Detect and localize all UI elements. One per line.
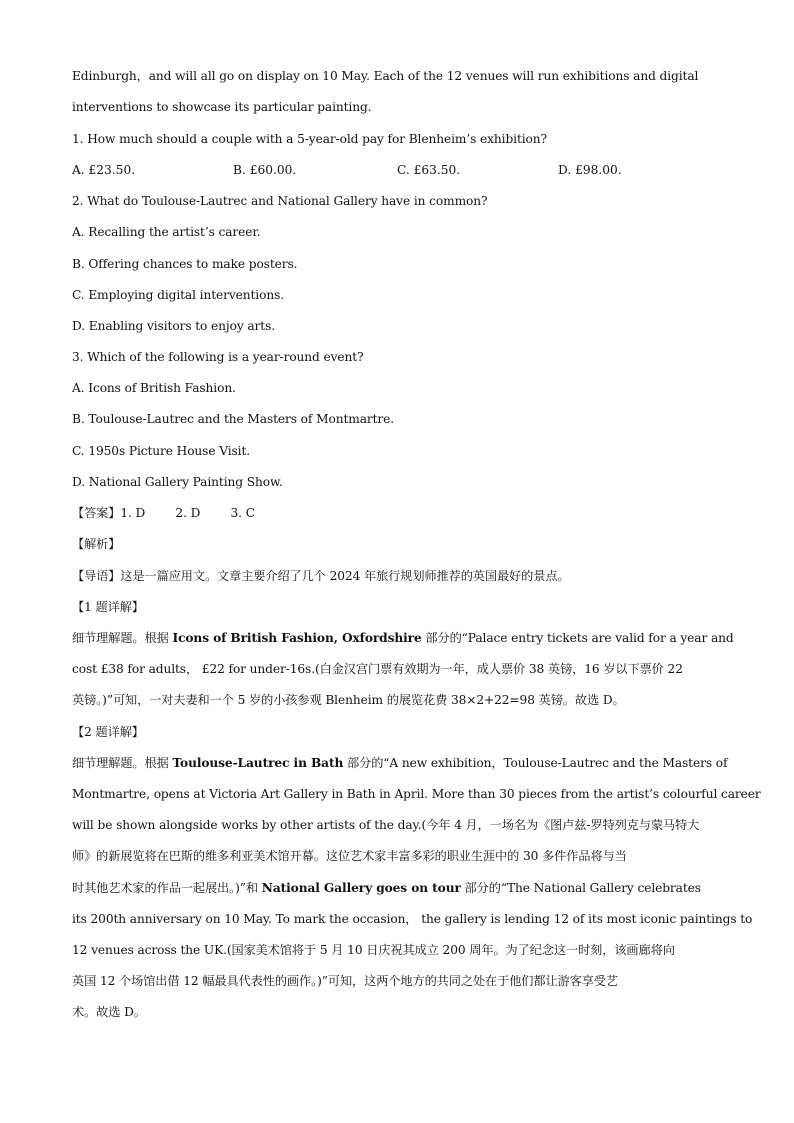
section-title-bold: Toulouse-Lautrec in Bath <box>172 756 344 770</box>
question-stem: 2. What do Toulouse-Lautrec and National Gallery have in common? <box>72 194 488 208</box>
option-a: A. Icons of British Fashion. <box>72 381 236 395</box>
answer-items: 1. D 2. D 3. C <box>120 506 255 520</box>
text-run: 细节理解题。根据 <box>72 631 173 645</box>
question-stem: 1. How much should a couple with a 5-year-old pay for Blenheim’s exhibition? <box>72 132 547 146</box>
q2-detail-line <box>72 880 722 896</box>
option-d: D. Enabling visitors to enjoy arts. <box>72 319 276 333</box>
option-b: B. Toulouse-Lautrec and the Masters of Montmartre. <box>72 412 395 426</box>
q2-detail-heading: 【2 题详解】 <box>72 725 144 739</box>
option-c: C. 1950s Picture House Visit. <box>72 444 251 458</box>
section-title-bold: National Gallery goes on tour <box>261 881 461 895</box>
passage-line: interventions to showcase its particular painting. <box>72 100 372 114</box>
guide-text: 【导语】这是一篇应用文。文章主要介绍了几个 2024 年旅行规划师推荐的英国最好的景点。 <box>72 569 570 583</box>
answer-line <box>72 505 722 521</box>
section-title-bold: Icons of British Fashion, Oxfordshire <box>172 631 422 645</box>
question-stem: 3. Which of the following is a year-round event? <box>72 350 364 364</box>
answer-label: 【答案】 <box>72 506 121 520</box>
q2-detail-line: 师》的新展览将在巴斯的维多利亚美术馆开幕。这位艺术家丰富多彩的职业生涯中的 30 多件作品将与当 <box>72 849 627 863</box>
option-a: A. Recalling the artist’s career. <box>72 225 261 239</box>
q2-detail-line: Montmartre, opens at Victoria Art Gallery in Bath in April. More than 30 pieces from the artist’s colourful career <box>72 787 761 801</box>
option-a: A. £23.50. <box>72 163 136 177</box>
q2-detail-line: its 200th anniversary on 10 May. To mark the occasion， the gallery is lending 12 of its most iconic paintings to <box>72 912 753 926</box>
text-run: 时其他艺术家的作品一起展出。)”和 <box>72 881 262 895</box>
text-run: 部分的“A new exhibition，Toulouse-Lautrec and the Masters of <box>343 756 728 770</box>
q2-detail-line <box>72 755 728 771</box>
option-d: D. £98.00. <box>558 163 622 177</box>
option-b: B. £60.00. <box>233 163 297 177</box>
q2-detail-line: 12 venues across the UK.(国家美术馆将于 5 月 10 日庆祝其成立 200 周年。为了纪念这一时刻，该画廊将向 <box>72 943 675 957</box>
option-c: C. Employing digital interventions. <box>72 288 285 302</box>
q2-detail-line: 英国 12 个场馆出借 12 幅最具代表性的画作。)”可知，这两个地方的共同之处在于他们都让游客享受艺 <box>72 974 618 988</box>
q1-detail-line: cost £38 for adults， £22 for under-16s.(白金汉宫门票有效期为一年，成人票价 38 英镑，16 岁以下票价 22 <box>72 662 683 676</box>
q2-detail-line: 术。故选 D。 <box>72 1005 146 1019</box>
text-run: 部分的“The National Gallery celebrates <box>460 881 701 895</box>
option-c: C. £63.50. <box>397 163 461 177</box>
q1-detail-line <box>72 630 734 646</box>
passage-line: Edinburgh，and will all go on display on 10 May. Each of the 12 venues will run exhibitions and digital <box>72 69 699 83</box>
analysis-label: 【解析】 <box>72 537 121 551</box>
q1-detail-heading: 【1 题详解】 <box>72 600 144 614</box>
text-run: 细节理解题。根据 <box>72 756 173 770</box>
q2-detail-line: will be shown alongside works by other artists of the day.(今年 4 月，一场名为《图卢兹-罗特列克与蒙马特大 <box>72 818 700 832</box>
option-b: B. Offering chances to make posters. <box>72 257 298 271</box>
q1-detail-line: 英镑。)”可知，一对夫妻和一个 5 岁的小孩参观 Blenheim 的展览花费 38×2+22=98 英镑。故选 D。 <box>72 693 625 707</box>
text-run: 部分的“Palace entry tickets are valid for a year and <box>421 631 734 645</box>
option-row <box>72 162 722 178</box>
option-d: D. National Gallery Painting Show. <box>72 475 283 489</box>
